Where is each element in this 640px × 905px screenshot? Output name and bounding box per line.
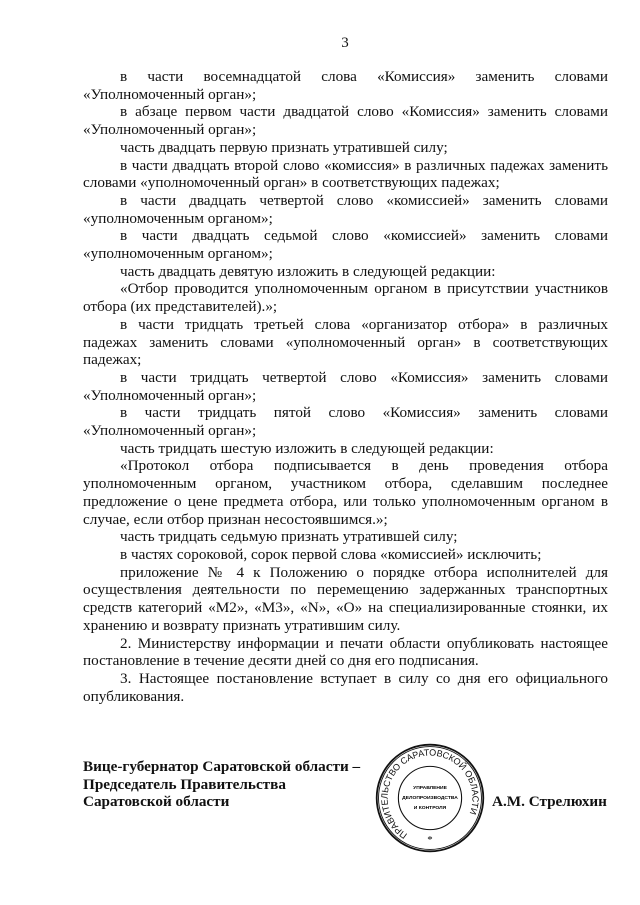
paragraph: в части тридцать пятой слово «Комиссия» заменить словами «Уполномоченный орган»; xyxy=(83,404,608,440)
stamp-inner-line: ДЕЛОПРОИЗВОДСТВА xyxy=(402,795,458,801)
page-number: 3 xyxy=(341,35,349,51)
position-line: Председатель Правительства xyxy=(83,775,286,793)
paragraph: в частях сороковой, сорок первой слова «комиссией» исключить; xyxy=(120,545,542,563)
paragraph: в части тридцать четвертой слово «Комиссия» заменить словами «Уполномоченный орган»; xyxy=(83,368,608,404)
paragraph: часть двадцать первую признать утратившей силу; xyxy=(120,138,448,156)
stamp-star-icon: * xyxy=(427,834,433,847)
signatory-position xyxy=(83,758,360,811)
paragraph: 2. Министерству информации и печати области опубликовать настоящее постановление в течение десяти дней со дня его подписания. xyxy=(83,634,608,670)
stamp-inner-line: И КОНТРОЛЯ xyxy=(413,805,447,811)
paragraph: часть двадцать девятую изложить в следующей редакции: xyxy=(120,262,496,280)
paragraph: в части двадцать второй слово «комиссия» в различных падежах заменить словами «уполномоченный орган» в соответствующих падежах; xyxy=(83,156,608,192)
position-line: Саратовской области xyxy=(83,793,230,810)
paragraph: в части двадцать четвертой слово «комиссией» заменить словами «уполномоченным органом»; xyxy=(83,191,608,227)
paragraph: в части тридцать третьей слова «организатор отбора» в различных падежах заменить словами «уполномоченный орган» в соответствующих падежах; xyxy=(83,315,608,369)
paragraph: 3. Настоящее постановление вступает в силу со дня его официального опубликования. xyxy=(83,669,608,705)
paragraph: часть тридцать шестую изложить в следующей редакции: xyxy=(120,439,494,457)
paragraph: в части двадцать седьмой слово «комиссией» заменить словами «уполномоченным органом»; xyxy=(83,227,608,263)
paragraph: приложение № 4 к Положению о порядке отбора исполнителей для осуществления деятельности по перемещению задержанных транспортных средств категорий «М2», «М3», «N», «О» на специализированные стоянки, их хранению и возврату признать утратившим силу. xyxy=(83,563,608,634)
document-body xyxy=(83,68,608,705)
paragraph: в части восемнадцатой слова «Комиссия» заменить словами «Уполномоченный орган»; xyxy=(83,68,608,103)
paragraph: «Протокол отбора подписывается в день проведения отбора уполномоченным органом, участником отбора, сделавшим последнее предложение о цене предмета отбора, или только уполномоченным органом в случае, если отбор признан несостоявшимся.»; xyxy=(83,457,608,528)
paragraph: часть тридцать седьмую признать утратившей силу; xyxy=(120,528,458,546)
stamp-inner-line: УПРАВЛЕНИЕ xyxy=(413,785,447,791)
signatory-name: А.М. Стрелюхин xyxy=(492,793,607,810)
paragraph: в абзаце первом части двадцатой слово «Комиссия» заменить словами «Уполномоченный орган»; xyxy=(83,103,608,139)
position-line: Вице-губернатор Саратовской области – xyxy=(83,758,361,775)
paragraph: «Отбор проводится уполномоченным органом в присутствии участников отбора (их представителей).»; xyxy=(83,280,608,316)
stamp-outer-text: ПРАВИТЕЛЬСТВО САРАТОВСКОЙ ОБЛАСТИ xyxy=(379,747,481,841)
official-stamp xyxy=(374,742,486,854)
